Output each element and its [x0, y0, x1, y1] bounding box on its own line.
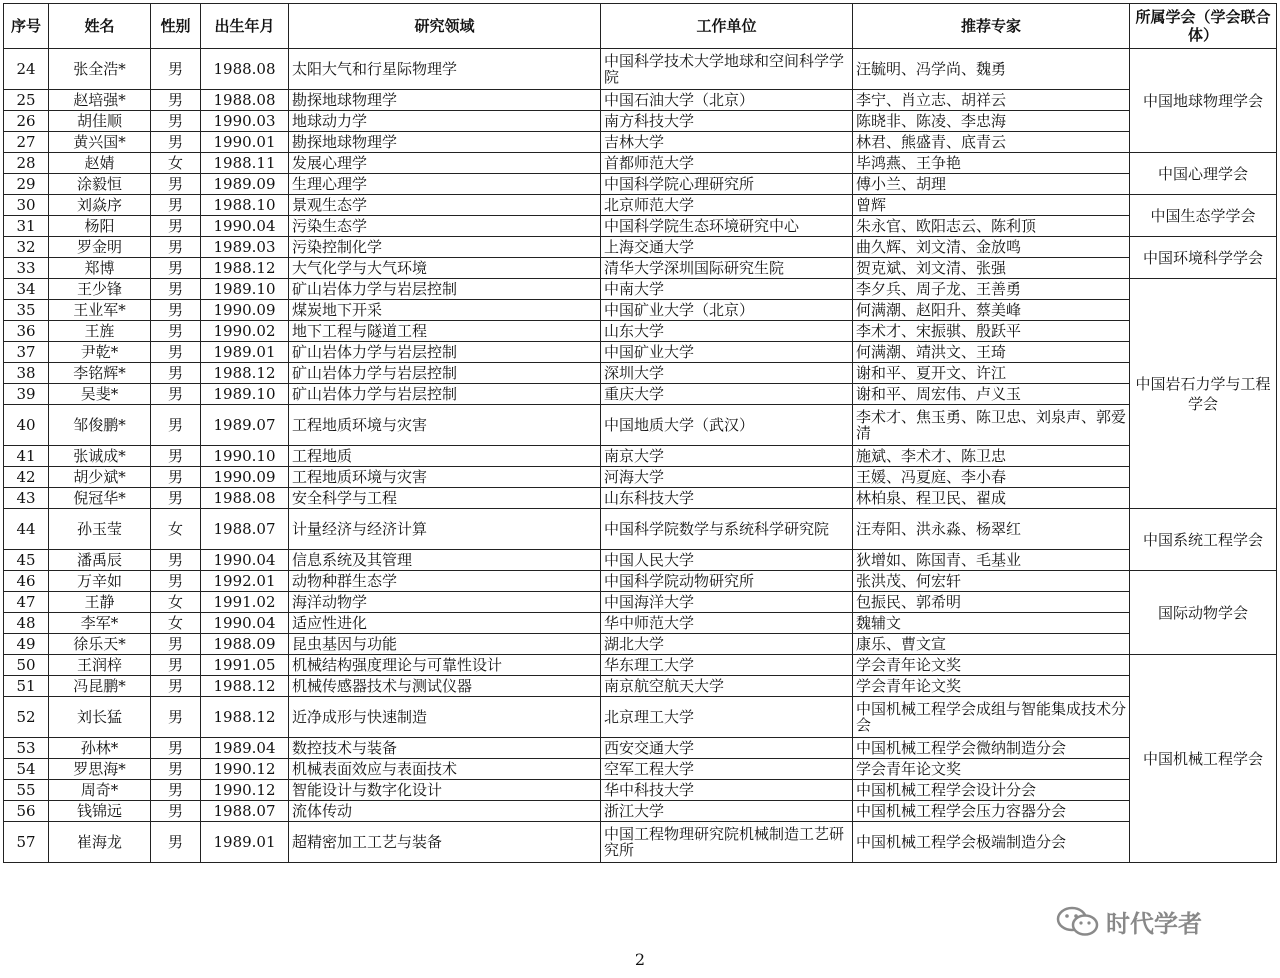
cell-field: 生理心理学 — [289, 174, 601, 195]
cell-unit: 湖北大学 — [601, 634, 853, 655]
cell-index: 47 — [4, 592, 49, 613]
cell-experts: 中国机械工程学会微纳制造分会 — [853, 738, 1130, 759]
cell-birth: 1988.12 — [201, 258, 289, 279]
cell-index: 46 — [4, 571, 49, 592]
cell-gender: 男 — [151, 174, 201, 195]
cell-unit: 中国科学院数学与系统科学研究院 — [601, 509, 853, 550]
cell-name: 孙玉莹 — [49, 509, 151, 550]
cell-experts: 中国机械工程学会极端制造分会 — [853, 822, 1130, 863]
cell-gender: 男 — [151, 237, 201, 258]
cell-gender: 女 — [151, 509, 201, 550]
cell-gender: 男 — [151, 655, 201, 676]
cell-name: 倪冠华* — [49, 488, 151, 509]
cell-field: 海洋动物学 — [289, 592, 601, 613]
cell-index: 39 — [4, 384, 49, 405]
table-row — [4, 321, 1277, 342]
cell-index: 37 — [4, 342, 49, 363]
cell-unit: 首都师范大学 — [601, 153, 853, 174]
cell-field: 矿山岩体力学与岩层控制 — [289, 363, 601, 384]
table-row — [4, 655, 1277, 676]
cell-gender: 男 — [151, 780, 201, 801]
cell-field: 地球动力学 — [289, 111, 601, 132]
cell-gender: 女 — [151, 153, 201, 174]
cell-field: 矿山岩体力学与岩层控制 — [289, 384, 601, 405]
cell-name: 涂毅恒 — [49, 174, 151, 195]
cell-experts: 林柏泉、程卫民、翟成 — [853, 488, 1130, 509]
cell-birth: 1989.01 — [201, 822, 289, 863]
cell-gender: 男 — [151, 550, 201, 571]
table-row — [4, 49, 1277, 90]
cell-unit: 中国人民大学 — [601, 550, 853, 571]
cell-experts: 学会青年论文奖 — [853, 676, 1130, 697]
cell-name: 潘禹辰 — [49, 550, 151, 571]
table-row — [4, 467, 1277, 488]
cell-field: 数控技术与装备 — [289, 738, 601, 759]
cell-name: 胡佳顺 — [49, 111, 151, 132]
cell-unit: 吉林大学 — [601, 132, 853, 153]
cell-field: 机械表面效应与表面技术 — [289, 759, 601, 780]
cell-experts: 陈晓非、陈凌、李忠海 — [853, 111, 1130, 132]
cell-name: 周奇* — [49, 780, 151, 801]
cell-experts: 曾辉 — [853, 195, 1130, 216]
cell-unit: 南京航空航天大学 — [601, 676, 853, 697]
cell-unit: 中国科学院心理研究所 — [601, 174, 853, 195]
cell-field: 信息系统及其管理 — [289, 550, 601, 571]
cell-birth: 1989.07 — [201, 405, 289, 446]
header-name: 姓名 — [49, 4, 151, 49]
cell-society: 中国岩石力学与工程学会 — [1130, 279, 1277, 509]
cell-birth: 1990.12 — [201, 780, 289, 801]
cell-unit: 中国矿业大学 — [601, 342, 853, 363]
page-number: 2 — [634, 950, 646, 969]
cell-gender: 男 — [151, 195, 201, 216]
cell-index: 27 — [4, 132, 49, 153]
cell-birth: 1990.09 — [201, 300, 289, 321]
cell-gender: 男 — [151, 49, 201, 90]
cell-experts: 曲久辉、刘文清、金放鸣 — [853, 237, 1130, 258]
cell-index: 35 — [4, 300, 49, 321]
cell-name: 张诚成* — [49, 446, 151, 467]
cell-field: 污染生态学 — [289, 216, 601, 237]
cell-experts: 康乐、曹文宣 — [853, 634, 1130, 655]
cell-unit: 华中师范大学 — [601, 613, 853, 634]
cell-index: 50 — [4, 655, 49, 676]
cell-gender: 男 — [151, 822, 201, 863]
cell-unit: 重庆大学 — [601, 384, 853, 405]
cell-experts: 李术才、焦玉勇、陈卫忠、刘泉声、郭爱清 — [853, 405, 1130, 446]
cell-birth: 1989.04 — [201, 738, 289, 759]
cell-name: 刘长猛 — [49, 697, 151, 738]
cell-name: 李铭辉* — [49, 363, 151, 384]
cell-birth: 1988.09 — [201, 634, 289, 655]
table-row — [4, 384, 1277, 405]
cell-unit: 华中科技大学 — [601, 780, 853, 801]
cell-name: 孙林* — [49, 738, 151, 759]
cell-gender: 男 — [151, 467, 201, 488]
table-row — [4, 153, 1277, 174]
cell-name: 杨阳 — [49, 216, 151, 237]
cell-experts: 何满潮、靖洪文、王琦 — [853, 342, 1130, 363]
header-society: 所属学会（学会联合体） — [1130, 4, 1277, 49]
cell-unit: 浙江大学 — [601, 801, 853, 822]
cell-birth: 1988.08 — [201, 90, 289, 111]
cell-society: 中国地球物理学会 — [1130, 49, 1277, 153]
cell-birth: 1990.10 — [201, 446, 289, 467]
cell-name: 罗金明 — [49, 237, 151, 258]
cell-experts: 包振民、郭希明 — [853, 592, 1130, 613]
cell-name: 王少锋 — [49, 279, 151, 300]
cell-unit: 中南大学 — [601, 279, 853, 300]
table-row — [4, 634, 1277, 655]
watermark — [1056, 904, 1202, 939]
table-row — [4, 550, 1277, 571]
table-row — [4, 801, 1277, 822]
cell-society: 中国环境科学学会 — [1130, 237, 1277, 279]
cell-birth: 1988.12 — [201, 676, 289, 697]
cell-name: 胡少斌* — [49, 467, 151, 488]
table-row — [4, 738, 1277, 759]
cell-experts: 李夕兵、周子龙、王善勇 — [853, 279, 1130, 300]
cell-gender: 男 — [151, 759, 201, 780]
cell-field: 勘探地球物理学 — [289, 132, 601, 153]
cell-gender: 女 — [151, 613, 201, 634]
cell-field: 工程地质 — [289, 446, 601, 467]
cell-index: 25 — [4, 90, 49, 111]
cell-index: 53 — [4, 738, 49, 759]
cell-name: 王旌 — [49, 321, 151, 342]
cell-experts: 魏辅文 — [853, 613, 1130, 634]
table-row — [4, 780, 1277, 801]
cell-index: 41 — [4, 446, 49, 467]
cell-birth: 1990.01 — [201, 132, 289, 153]
cell-experts: 张洪茂、何宏轩 — [853, 571, 1130, 592]
table-row — [4, 216, 1277, 237]
cell-field: 适应性进化 — [289, 613, 601, 634]
cell-unit: 上海交通大学 — [601, 237, 853, 258]
cell-field: 太阳大气和行星际物理学 — [289, 49, 601, 90]
cell-unit: 中国科学技术大学地球和空间科学学院 — [601, 49, 853, 90]
cell-experts: 中国机械工程学会成组与智能集成技术分会 — [853, 697, 1130, 738]
cell-birth: 1990.04 — [201, 613, 289, 634]
cell-unit: 空军工程大学 — [601, 759, 853, 780]
cell-birth: 1990.03 — [201, 111, 289, 132]
cell-birth: 1991.05 — [201, 655, 289, 676]
cell-field: 流体传动 — [289, 801, 601, 822]
cell-birth: 1989.10 — [201, 384, 289, 405]
cell-unit: 中国科学院动物研究所 — [601, 571, 853, 592]
cell-name: 赵婧 — [49, 153, 151, 174]
table-row — [4, 342, 1277, 363]
cell-gender: 男 — [151, 488, 201, 509]
cell-index: 43 — [4, 488, 49, 509]
header-unit: 工作单位 — [601, 4, 853, 49]
cell-experts: 何满潮、赵阳升、蔡美峰 — [853, 300, 1130, 321]
cell-field: 安全科学与工程 — [289, 488, 601, 509]
cell-name: 万辛如 — [49, 571, 151, 592]
cell-gender: 男 — [151, 738, 201, 759]
cell-experts: 李术才、宋振骐、殷跃平 — [853, 321, 1130, 342]
cell-unit: 南京大学 — [601, 446, 853, 467]
table-row — [4, 195, 1277, 216]
cell-gender: 男 — [151, 258, 201, 279]
talent-list-table — [3, 3, 1277, 863]
cell-name: 刘焱序 — [49, 195, 151, 216]
cell-index: 36 — [4, 321, 49, 342]
table-row — [4, 363, 1277, 384]
cell-gender: 男 — [151, 300, 201, 321]
cell-name: 李军* — [49, 613, 151, 634]
cell-unit: 清华大学深圳国际研究生院 — [601, 258, 853, 279]
table-row — [4, 237, 1277, 258]
cell-gender: 男 — [151, 405, 201, 446]
cell-experts: 学会青年论文奖 — [853, 655, 1130, 676]
cell-birth: 1990.12 — [201, 759, 289, 780]
cell-name: 钱锦远 — [49, 801, 151, 822]
cell-index: 31 — [4, 216, 49, 237]
cell-field: 超精密加工工艺与装备 — [289, 822, 601, 863]
cell-experts: 李宁、肖立志、胡祥云 — [853, 90, 1130, 111]
cell-name: 张全浩* — [49, 49, 151, 90]
cell-name: 王润梓 — [49, 655, 151, 676]
cell-name: 王静 — [49, 592, 151, 613]
cell-index: 44 — [4, 509, 49, 550]
cell-unit: 山东大学 — [601, 321, 853, 342]
cell-index: 24 — [4, 49, 49, 90]
cell-index: 52 — [4, 697, 49, 738]
cell-birth: 1989.09 — [201, 174, 289, 195]
cell-experts: 谢和平、周宏伟、卢义玉 — [853, 384, 1130, 405]
cell-experts: 汪寿阳、洪永淼、杨翠红 — [853, 509, 1130, 550]
cell-birth: 1991.02 — [201, 592, 289, 613]
cell-index: 38 — [4, 363, 49, 384]
cell-unit: 中国科学院生态环境研究中心 — [601, 216, 853, 237]
cell-birth: 1989.03 — [201, 237, 289, 258]
cell-field: 昆虫基因与功能 — [289, 634, 601, 655]
cell-name: 尹乾* — [49, 342, 151, 363]
table-body — [4, 49, 1277, 863]
cell-field: 发展心理学 — [289, 153, 601, 174]
header-index: 序号 — [4, 4, 49, 49]
cell-field: 工程地质环境与灾害 — [289, 405, 601, 446]
cell-experts: 中国机械工程学会设计分会 — [853, 780, 1130, 801]
cell-gender: 男 — [151, 446, 201, 467]
cell-birth: 1990.04 — [201, 216, 289, 237]
cell-gender: 男 — [151, 571, 201, 592]
cell-experts: 林君、熊盛青、底青云 — [853, 132, 1130, 153]
cell-experts: 傅小兰、胡理 — [853, 174, 1130, 195]
cell-unit: 南方科技大学 — [601, 111, 853, 132]
table-row — [4, 111, 1277, 132]
cell-index: 45 — [4, 550, 49, 571]
cell-name: 崔海龙 — [49, 822, 151, 863]
cell-index: 29 — [4, 174, 49, 195]
cell-birth: 1988.10 — [201, 195, 289, 216]
cell-index: 26 — [4, 111, 49, 132]
cell-index: 49 — [4, 634, 49, 655]
cell-name: 黄兴国* — [49, 132, 151, 153]
cell-experts: 朱永官、欧阳志云、陈利顶 — [853, 216, 1130, 237]
cell-index: 28 — [4, 153, 49, 174]
cell-name: 冯昆鹏* — [49, 676, 151, 697]
cell-field: 矿山岩体力学与岩层控制 — [289, 279, 601, 300]
cell-field: 大气化学与大气环境 — [289, 258, 601, 279]
cell-index: 33 — [4, 258, 49, 279]
table-row — [4, 509, 1277, 550]
cell-index: 55 — [4, 780, 49, 801]
cell-index: 51 — [4, 676, 49, 697]
header-field: 研究领域 — [289, 4, 601, 49]
header-experts: 推荐专家 — [853, 4, 1130, 49]
cell-index: 54 — [4, 759, 49, 780]
cell-society: 中国心理学会 — [1130, 153, 1277, 195]
cell-unit: 中国矿业大学（北京） — [601, 300, 853, 321]
cell-birth: 1989.10 — [201, 279, 289, 300]
table-row — [4, 446, 1277, 467]
cell-index: 48 — [4, 613, 49, 634]
table-row — [4, 759, 1277, 780]
cell-experts: 谢和平、夏开文、许江 — [853, 363, 1130, 384]
cell-field: 工程地质环境与灾害 — [289, 467, 601, 488]
cell-gender: 男 — [151, 634, 201, 655]
cell-gender: 女 — [151, 592, 201, 613]
cell-birth: 1988.11 — [201, 153, 289, 174]
cell-field: 动物种群生态学 — [289, 571, 601, 592]
table-row — [4, 279, 1277, 300]
watermark-text: 时代学者 — [1106, 910, 1202, 938]
cell-birth: 1988.12 — [201, 697, 289, 738]
cell-index: 56 — [4, 801, 49, 822]
cell-name: 王业军* — [49, 300, 151, 321]
cell-experts: 狄增如、陈国青、毛基业 — [853, 550, 1130, 571]
cell-unit: 中国海洋大学 — [601, 592, 853, 613]
cell-gender: 男 — [151, 90, 201, 111]
cell-birth: 1988.08 — [201, 49, 289, 90]
cell-birth: 1989.01 — [201, 342, 289, 363]
cell-index: 34 — [4, 279, 49, 300]
cell-name: 徐乐天* — [49, 634, 151, 655]
cell-field: 机械结构强度理论与可靠性设计 — [289, 655, 601, 676]
cell-experts: 汪毓明、冯学尚、魏勇 — [853, 49, 1130, 90]
cell-birth: 1988.08 — [201, 488, 289, 509]
table-row — [4, 258, 1277, 279]
cell-birth: 1990.04 — [201, 550, 289, 571]
table-row — [4, 822, 1277, 863]
table-row — [4, 697, 1277, 738]
header-birth: 出生年月 — [201, 4, 289, 49]
cell-name: 邹俊鹏* — [49, 405, 151, 446]
cell-unit: 西安交通大学 — [601, 738, 853, 759]
cell-experts: 毕鸿燕、王争艳 — [853, 153, 1130, 174]
cell-unit: 深圳大学 — [601, 363, 853, 384]
cell-gender: 男 — [151, 676, 201, 697]
table-row — [4, 571, 1277, 592]
cell-unit: 北京师范大学 — [601, 195, 853, 216]
cell-gender: 男 — [151, 111, 201, 132]
cell-gender: 男 — [151, 697, 201, 738]
table-row — [4, 300, 1277, 321]
cell-field: 煤炭地下开采 — [289, 300, 601, 321]
cell-gender: 男 — [151, 384, 201, 405]
cell-index: 32 — [4, 237, 49, 258]
cell-experts: 施斌、李术才、陈卫忠 — [853, 446, 1130, 467]
cell-name: 吴斐* — [49, 384, 151, 405]
cell-field: 计量经济与经济计算 — [289, 509, 601, 550]
cell-unit: 中国工程物理研究院机械制造工艺研究所 — [601, 822, 853, 863]
cell-field: 地下工程与隧道工程 — [289, 321, 601, 342]
cell-unit: 华东理工大学 — [601, 655, 853, 676]
cell-field: 勘探地球物理学 — [289, 90, 601, 111]
cell-experts: 中国机械工程学会压力容器分会 — [853, 801, 1130, 822]
table-row — [4, 592, 1277, 613]
cell-birth: 1992.01 — [201, 571, 289, 592]
table-row — [4, 405, 1277, 446]
cell-gender: 男 — [151, 363, 201, 384]
table-row — [4, 174, 1277, 195]
cell-field: 景观生态学 — [289, 195, 601, 216]
cell-society: 国际动物学会 — [1130, 571, 1277, 655]
cell-gender: 男 — [151, 279, 201, 300]
cell-experts: 学会青年论文奖 — [853, 759, 1130, 780]
cell-field: 机械传感器技术与测试仪器 — [289, 676, 601, 697]
cell-gender: 男 — [151, 132, 201, 153]
cell-field: 近净成形与快速制造 — [289, 697, 601, 738]
cell-birth: 1988.07 — [201, 509, 289, 550]
cell-gender: 男 — [151, 321, 201, 342]
cell-birth: 1988.07 — [201, 801, 289, 822]
cell-society: 中国机械工程学会 — [1130, 655, 1277, 863]
cell-society: 中国生态学学会 — [1130, 195, 1277, 237]
table-row — [4, 676, 1277, 697]
cell-gender: 男 — [151, 216, 201, 237]
table-header-row — [4, 4, 1277, 49]
table-row — [4, 613, 1277, 634]
cell-field: 污染控制化学 — [289, 237, 601, 258]
cell-unit: 中国地质大学（武汉） — [601, 405, 853, 446]
table-row — [4, 488, 1277, 509]
cell-index: 42 — [4, 467, 49, 488]
cell-unit: 北京理工大学 — [601, 697, 853, 738]
cell-index: 30 — [4, 195, 49, 216]
cell-name: 赵培强* — [49, 90, 151, 111]
cell-society: 中国系统工程学会 — [1130, 509, 1277, 571]
table-row — [4, 132, 1277, 153]
cell-experts: 王媛、冯夏庭、李小春 — [853, 467, 1130, 488]
cell-index: 40 — [4, 405, 49, 446]
cell-field: 矿山岩体力学与岩层控制 — [289, 342, 601, 363]
wechat-icon — [1056, 906, 1100, 938]
cell-gender: 男 — [151, 342, 201, 363]
cell-experts: 贺克斌、刘文清、张强 — [853, 258, 1130, 279]
cell-index: 57 — [4, 822, 49, 863]
cell-unit: 中国石油大学（北京） — [601, 90, 853, 111]
cell-birth: 1988.12 — [201, 363, 289, 384]
cell-gender: 男 — [151, 801, 201, 822]
cell-unit: 山东科技大学 — [601, 488, 853, 509]
table-row — [4, 90, 1277, 111]
cell-birth: 1990.09 — [201, 467, 289, 488]
cell-name: 罗思海* — [49, 759, 151, 780]
cell-birth: 1990.02 — [201, 321, 289, 342]
cell-name: 郑博 — [49, 258, 151, 279]
cell-field: 智能设计与数字化设计 — [289, 780, 601, 801]
header-gender: 性别 — [151, 4, 201, 49]
cell-unit: 河海大学 — [601, 467, 853, 488]
